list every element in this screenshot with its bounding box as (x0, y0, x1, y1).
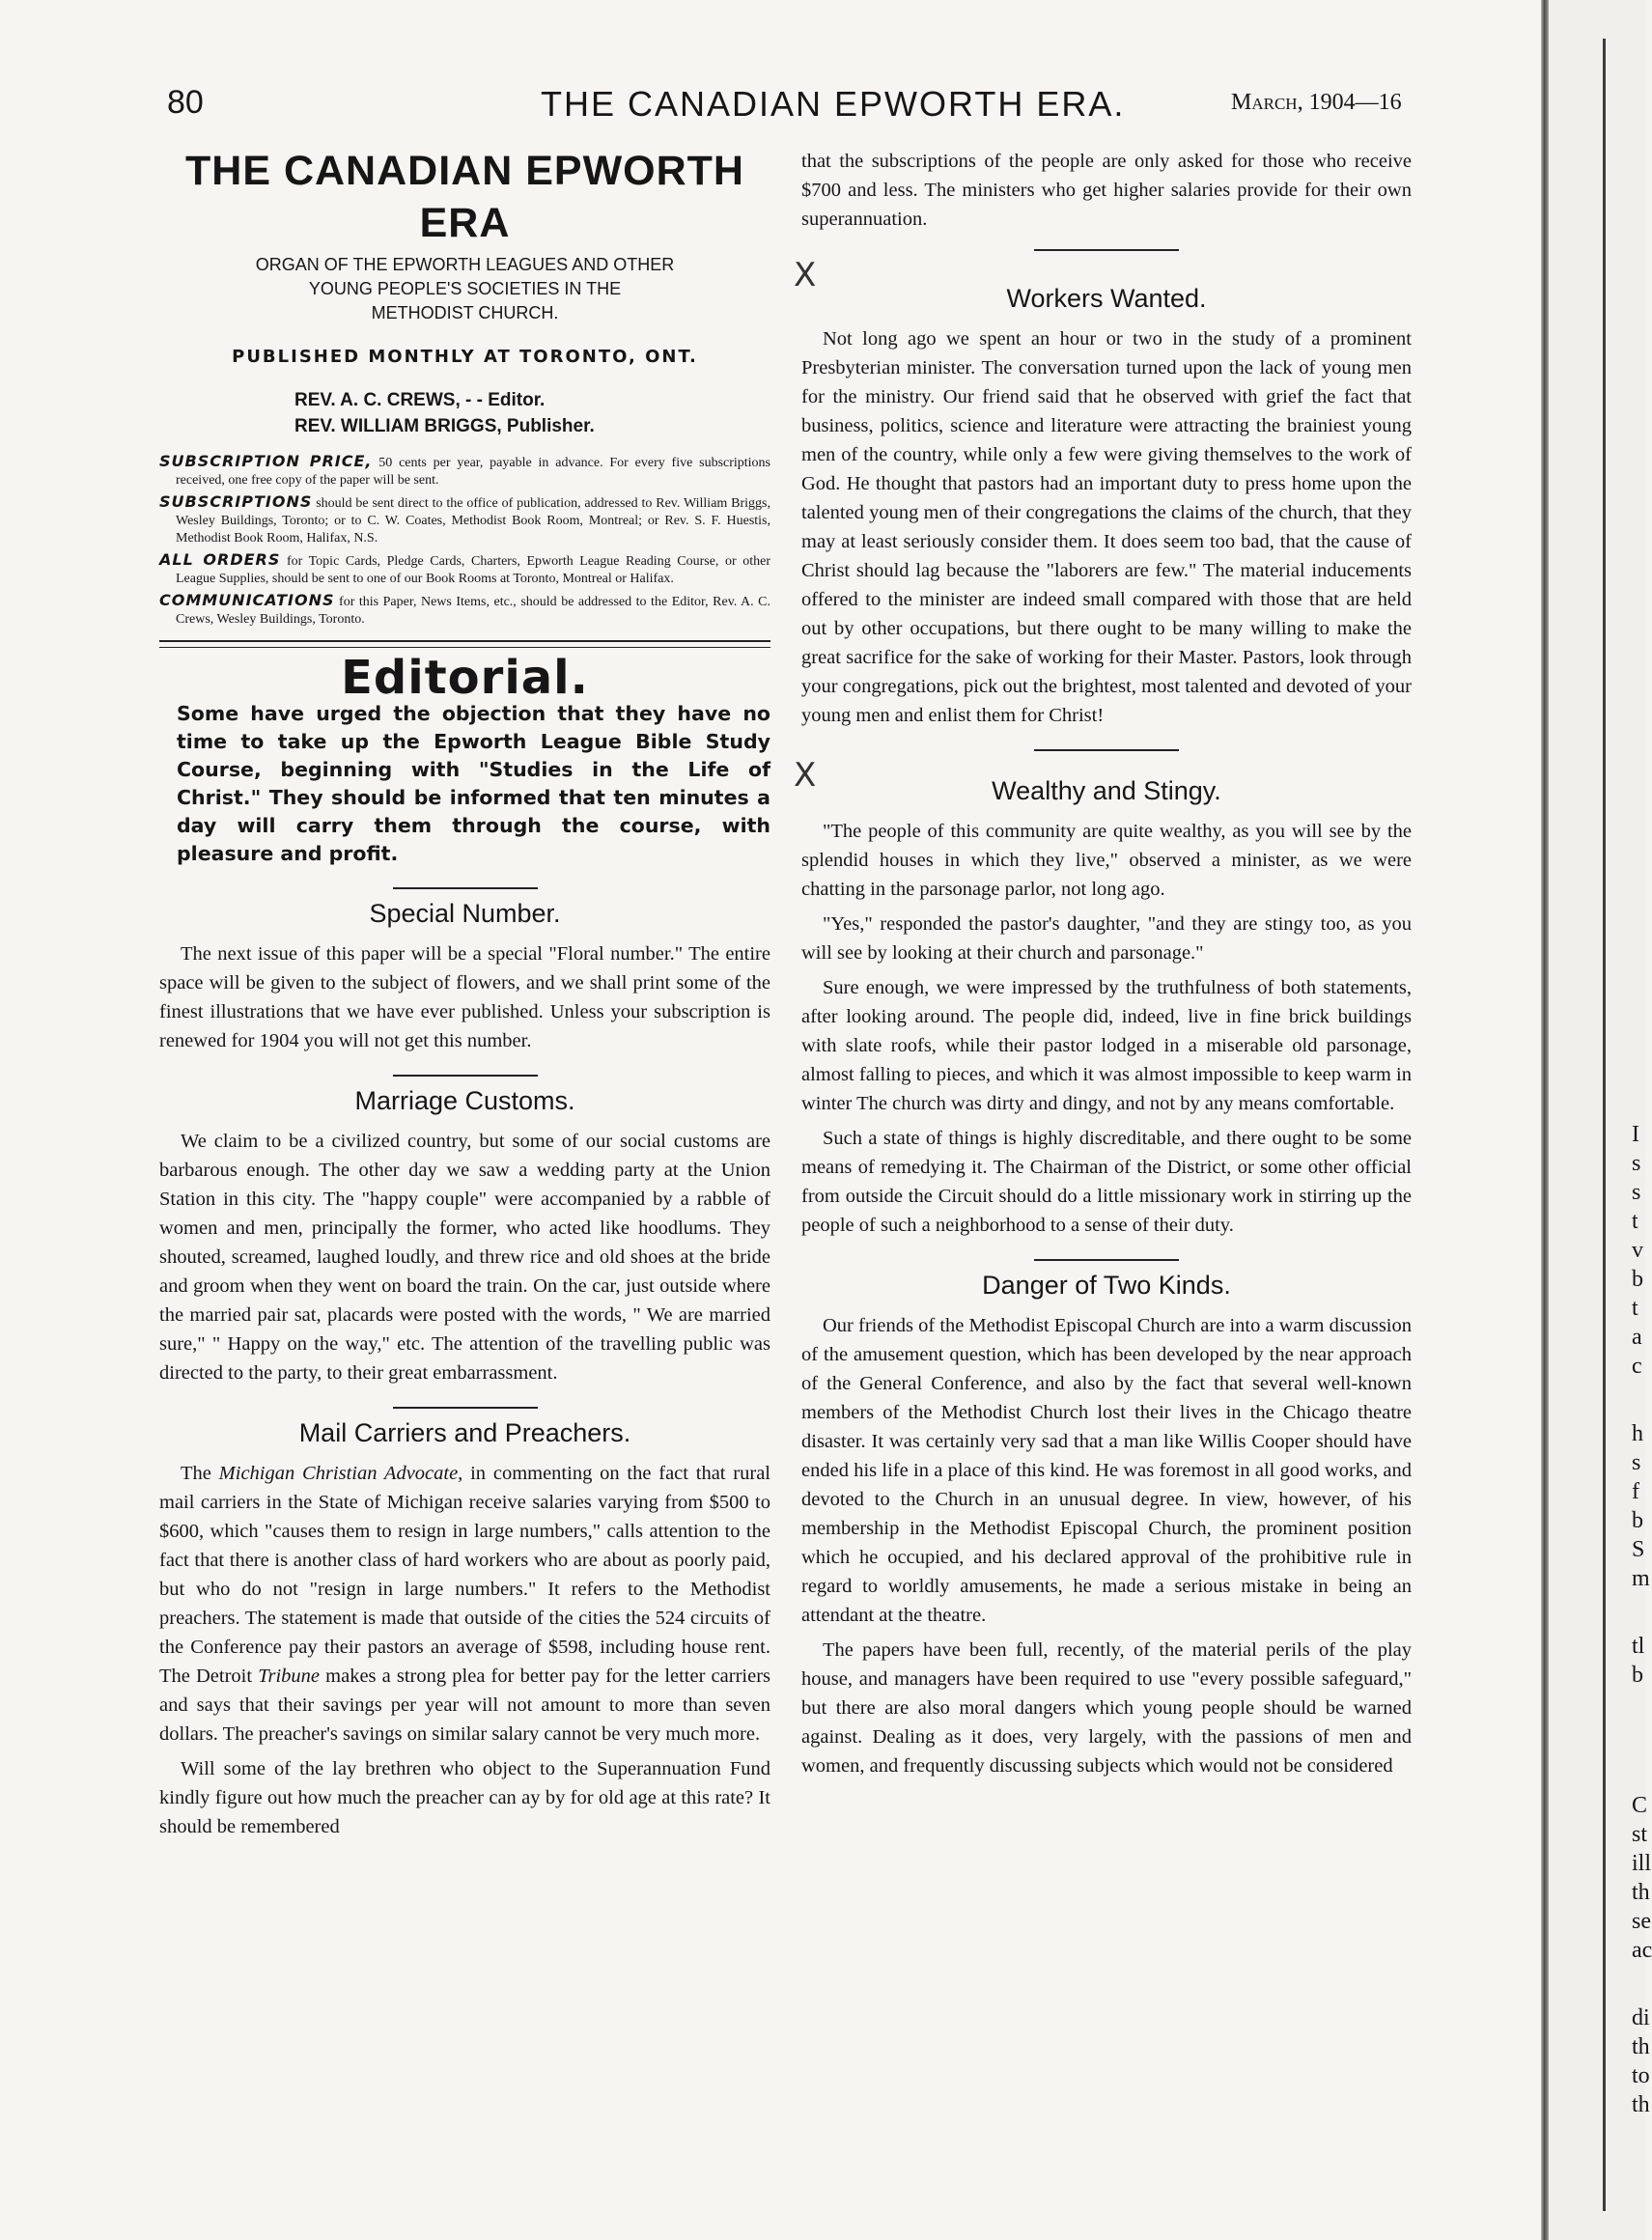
workers-wanted-title: Workers Wanted. (1006, 284, 1207, 313)
section-divider (393, 887, 538, 889)
double-rule (159, 640, 770, 648)
next-page-fragment: b (1632, 1508, 1643, 1533)
next-page-fragment: S (1632, 1537, 1645, 1562)
special-number-title: Special Number. (369, 899, 561, 928)
right-column (794, 147, 1412, 1780)
wealthy-stingy-text: Such a state of things is highly discreditable, and there ought to be some means of remedying it. The Chairman of the District, or some other official from outside the Circuit should do a little missionary work in stirring up the people of such a neighborhood to a sense of their duty. (801, 1128, 1412, 1236)
marriage-customs-title: Marriage Customs. (354, 1086, 575, 1115)
masthead-subtitle (159, 253, 770, 325)
next-page-fragment: to (1632, 2063, 1650, 2088)
mail-carriers-text: The Michigan Christian Advocate, in commenting on the fact that rural mail carriers in the State of Michigan receive salaries varying from $500 to $600, which "causes them to resign in large numbers," calls attention to the fact that there is another class of hard workers who are about as poorly paid, but who do not "resign in large numbers." It refers to the Methodist preachers. The statement is made that outside of the cities the 524 circuits of the Conference pay their pastors an average of $598, including house rent. The Detroit Tribune makes a strong plea for better pay for the letter carriers and says that their savings per year will not amount to more than seven dollars. The preacher's savings on similar salary cannot be very much more. (159, 1463, 771, 1745)
next-page-fragment: f (1632, 1479, 1639, 1504)
notice-subscriptions: SUBSCRIPTIONS should be sent direct to the office of publication, addressed to Rev. William Briggs, Wesley Buildings, Toronto; or to C. W. Coates, Methodist Book Room, Montreal; or Rev. S. F. Huestis, Methodist Book Room, Halifax, N.S. (159, 492, 770, 546)
special-number-text: The next issue of this paper will be a special "Floral number." The entire space will be given to the subject of flowers, and we shall print some of the finest illustrations that we have ever published. Unless your subscription is renewed for 1904 you will not get this number. (159, 943, 770, 1051)
handwritten-x-mark: X (794, 256, 817, 294)
next-page-fragment: ill (1632, 1851, 1652, 1876)
danger-two-kinds-text: The papers have been full, recently, of the material perils of the play house, and managers have been required to use "every possible safeguard," but there are also moral dangers which young people should be warned against. Dealing as it does, very largely, with the passions of men and women, and frequently discussing subjects which would not be considered (801, 1639, 1412, 1777)
workers-wanted-text: Not long ago we spent an hour or two in the study of a prominent Presbyterian minister. The conversation turned upon the lack of young men for the ministry. Our friend said that he observed with grief the fact that business, politics, science and literature were attracting the brainiest young men of the country, while only a few were giving themselves to the work of God. He thought that pastors had an important duty to press home upon the talented young men of their congregations the claims of the church, that they may at least seriously consider them. It does seem too bad, that the cause of Christ should lag because the "laborers are few." The material inducements offered to the minister are indeed small compared with those that are held out by other occupations, but there ought to be many willing to make the great sacrifice for the sake of working for their Master. Pastors, look through your congregations, pick out the brightest, most talented and devoted of your young men and enlist them for Christ! (801, 328, 1412, 726)
next-page-fragment: t (1632, 1296, 1638, 1321)
editor-credits (294, 387, 770, 439)
handwritten-x-mark: X (794, 756, 817, 795)
section-divider (1034, 1259, 1179, 1261)
editor-line: REV. A. C. CREWS, - - Editor. (294, 390, 546, 410)
next-page-margin (1549, 0, 1648, 2240)
section-divider (1034, 749, 1179, 751)
editorial-title: Editorial. (341, 651, 589, 705)
next-page-fragment: ac (1632, 1938, 1652, 1963)
page-number: 80 (167, 84, 204, 121)
next-page-fragment: di (1632, 2005, 1650, 2030)
publisher-line: REV. WILLIAM BRIGGS, Publisher. (294, 416, 595, 436)
page-fold (1541, 0, 1549, 2240)
next-page-fragment: tl (1632, 1634, 1645, 1659)
section-divider (1034, 249, 1179, 251)
notice-subscription-price: SUBSCRIPTION PRICE, 50 cents per year, payable in advance. For every five subscriptions received, one free copy of the paper will be sent. (159, 452, 771, 488)
wealthy-stingy-text: "The people of this community are quite wealthy, as you will see by the splendid houses in which they live," observed a minister, as we were chatting in the parsonage parlor, not long ago. (801, 821, 1412, 900)
next-page-fragment: s (1632, 1450, 1641, 1475)
marriage-customs-text: We claim to be a civilized country, but some of our social customs are barbarous enough. The other day we saw a wedding party at the Union Station in this city. The "happy couple" were accompanied by a rabble of women and men, principally the former, who acted like hoodlums. They shouted, screamed, laughed loudly, and threw rice and old shoes at the bride and groom when they went on board the train. On the car, just outside where the married pair sat, placards were posted with the words, " We are married sure," " Happy on the way," etc. The attention of the travelling public was directed to the party, to their great embarrassment. (159, 1131, 770, 1384)
wealthy-stingy-text: "Yes," responded the pastor's daughter, "and they are stingy too, as you will see by looking at their church and parsonage." (801, 913, 1412, 964)
masthead-title: THE CANADIAN EPWORTH ERA (185, 148, 744, 246)
next-page-edge-line (1603, 39, 1606, 2211)
next-page-fragment: a (1632, 1325, 1642, 1350)
next-page-fragment: c (1632, 1354, 1642, 1379)
mail-carriers-title: Mail Carriers and Preachers. (298, 1418, 631, 1447)
section-divider (393, 1075, 538, 1077)
next-page-fragment: v (1632, 1238, 1643, 1263)
next-page-fragment: C (1632, 1793, 1648, 1818)
next-page-fragment: h (1632, 1421, 1643, 1446)
next-page-fragment: s (1632, 1180, 1641, 1205)
next-page-fragment: se (1632, 1909, 1651, 1934)
masthead-subtitle-line: METHODIST CHURCH. (371, 303, 559, 322)
next-page-fragment: m (1632, 1566, 1650, 1591)
masthead-subtitle-line: ORGAN OF THE EPWORTH LEAGUES AND OTHER (255, 255, 675, 274)
next-page-fragment: b (1632, 1267, 1643, 1292)
notice-all-orders: ALL ORDERS for Topic Cards, Pledge Cards, Charters, Epworth League Reading Course, or other League Supplies, should be sent to one of our Book Rooms at Toronto, Montreal or Halifax. (159, 550, 770, 586)
danger-two-kinds-title: Danger of Two Kinds. (982, 1271, 1231, 1300)
next-page-fragment: t (1632, 1209, 1638, 1234)
danger-two-kinds-text: Our friends of the Methodist Episcopal Church are into a warm discussion of the amusement question, which has been developed by the near approach of the General Conference, and also by the fact that several well-known members of the Methodist Church lost their lives in the Chicago theatre disaster. It was certainly very sad that a man like Willis Cooper should have ended his life in a place of this kind. He was foremost in all good works, and devoted to the Church in an unusual degree. In view, however, of his membership in the Methodist Episcopal Church, the prominent position which he occupied, and his declared approval of the prohibitive rule in regard to worldly amusements, he made a serious mistake in being an attendant at the theatre. (801, 1315, 1412, 1626)
next-page-fragment: b (1632, 1663, 1643, 1688)
notice-communications: COMMUNICATIONS for this Paper, News Items, etc., should be addressed to the Editor, Rev. A. C. Crews, Wesley Buildings, Toronto. (159, 591, 771, 627)
next-page-fragment: st (1632, 1822, 1648, 1847)
notices (159, 453, 770, 629)
left-column (159, 145, 770, 1841)
next-page-fragment: I (1632, 1122, 1639, 1147)
next-page-fragment: th (1632, 2092, 1650, 2117)
next-page-fragment: s (1632, 1151, 1641, 1176)
wealthy-stingy-text: Sure enough, we were impressed by the truthfulness of both statements, after looking around. The people did, indeed, live in fine brick buildings with slate roofs, while their pastor lodged in a miserable old parsonage, almost falling to pieces, and which it was almost impossible to keep warm in winter The church was dirty and dingy, and not by any means comfortable. (801, 977, 1412, 1114)
continuation-text: that the subscriptions of the people are only asked for those who receive $700 and less. The ministers who get higher salaries provide for their own superannuation. (801, 151, 1412, 230)
next-page-fragment: th (1632, 1880, 1650, 1905)
masthead-subtitle-line: YOUNG PEOPLE'S SOCIETIES IN THE (308, 279, 622, 298)
section-divider (393, 1407, 538, 1409)
issue-date: March, 1904—16 (1231, 90, 1402, 115)
published-line: PUBLISHED MONTHLY AT TORONTO, ONT. (232, 347, 698, 367)
mail-carriers-text-2: Will some of the lay brethren who object to the Superannuation Fund kindly figure out how much the preacher can ay by for old age at this rate? It should be remembered (159, 1758, 770, 1837)
editorial-intro: Some have urged the objection that they have no time to take up the Epworth League Bible Study Course, beginning with "Studies in the Life of Christ." They should be informed that ten minutes a day will carry them through the course, with pleasure and profit. (177, 702, 770, 865)
running-title: THE CANADIAN EPWORTH ERA. (541, 84, 1126, 124)
next-page-fragment: th (1632, 2034, 1650, 2059)
wealthy-stingy-title: Wealthy and Stingy. (992, 776, 1221, 805)
